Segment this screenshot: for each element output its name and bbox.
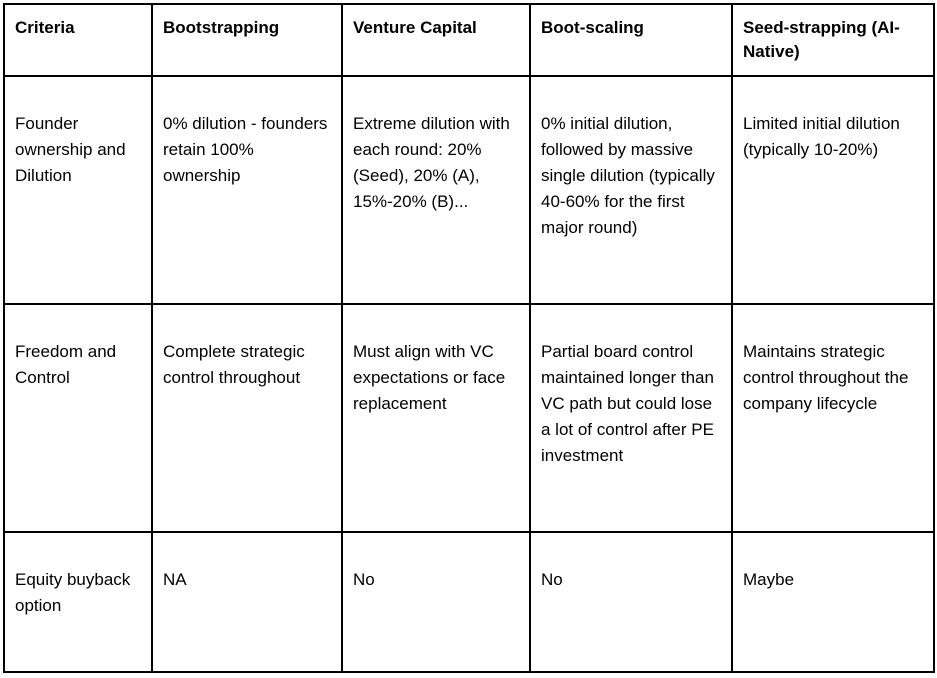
table-row — [4, 76, 934, 304]
table-cell: No — [530, 532, 732, 672]
row-label: Equity buyback option — [4, 532, 152, 672]
header-bootstrapping: Bootstrapping — [152, 4, 342, 76]
table-row — [4, 532, 934, 672]
table-cell: Limited initial dilution (typically 10-20%) — [732, 76, 934, 304]
header-boot-scaling: Boot-scaling — [530, 4, 732, 76]
table-cell: No — [342, 532, 530, 672]
table-cell: Extreme dilution with each round: 20% (Seed), 20% (A), 15%-20% (B)... — [342, 76, 530, 304]
table-cell: 0% initial dilution, followed by massive single dilution (typically 40-60% for the first major round) — [530, 76, 732, 304]
table-cell: 0% dilution - founders retain 100% ownership — [152, 76, 342, 304]
table-row — [4, 304, 934, 532]
table-cell: Maybe — [732, 532, 934, 672]
table-cell: Complete strategic control throughout — [152, 304, 342, 532]
row-label: Freedom and Control — [4, 304, 152, 532]
table-cell: NA — [152, 532, 342, 672]
table-cell: Partial board control maintained longer than VC path but could lose a lot of control after PE investment — [530, 304, 732, 532]
header-seed-strapping: Seed-strapping (AI-Native) — [732, 4, 934, 76]
table-cell: Maintains strategic control throughout the company lifecycle — [732, 304, 934, 532]
header-criteria: Criteria — [4, 4, 152, 76]
table-cell: Must align with VC expectations or face replacement — [342, 304, 530, 532]
row-label: Founder ownership and Dilution — [4, 76, 152, 304]
header-row — [4, 4, 934, 76]
comparison-table — [3, 3, 935, 673]
header-venture-capital: Venture Capital — [342, 4, 530, 76]
